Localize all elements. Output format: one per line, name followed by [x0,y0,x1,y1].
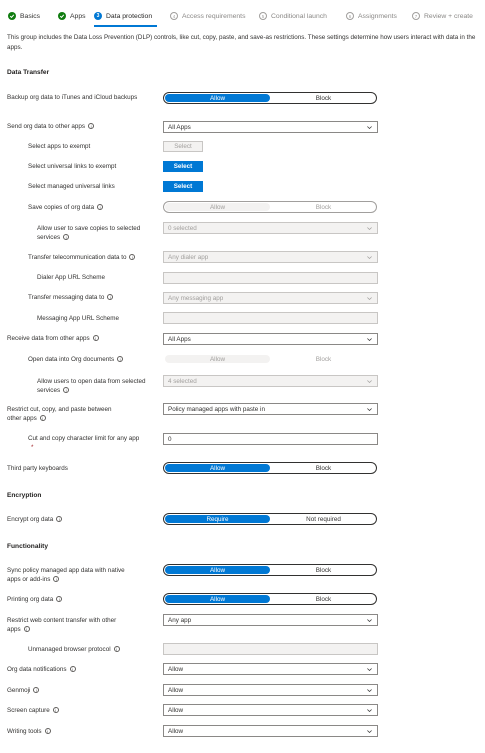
setting-label: Writing tools i [7,727,51,736]
setting-label: Restrict web content transfer with other apps i [7,617,117,633]
genmoji-dropdown[interactable] [163,684,378,696]
step-access-requirements[interactable] [170,12,245,20]
toggle-option-block[interactable]: Block [315,355,332,363]
toggle-option-block[interactable]: Block [315,464,332,472]
dropdown-value: All Apps [168,123,191,131]
step-label: Conditional launch [271,12,327,20]
step-number-icon: 7 [412,12,420,20]
toggle-option-require[interactable]: Require [165,515,270,523]
dropdown-value: 4 selected [168,377,197,385]
toggle-option-allow[interactable]: Allow [165,595,270,603]
dropdown-value: Allow [168,706,184,714]
step-number-icon: 3 [94,12,102,20]
section-heading-encryption: Encryption [7,492,42,499]
chevron-down-icon [366,225,373,232]
info-icon[interactable]: i [117,356,123,362]
toggle-option-allow[interactable]: Allow [165,464,270,472]
transfer-messaging-dropdown[interactable] [163,292,378,304]
dropdown-value: Any messaging app [168,294,224,302]
step-assignments[interactable] [346,12,397,20]
info-icon[interactable]: i [107,294,113,300]
select-managed-links-button[interactable]: Select [163,181,203,192]
step-label: Assignments [358,12,397,20]
setting-label: Messaging App URL Scheme [37,315,120,322]
receive-data-dropdown[interactable] [163,333,378,345]
info-icon[interactable]: i [33,687,39,693]
chevron-down-icon [366,687,373,694]
setting-label: Select managed universal links [28,183,115,190]
setting-label: Screen capture i [7,706,59,715]
encrypt-org-data-toggle[interactable] [163,513,377,525]
restrict-cut-copy-dropdown[interactable] [163,403,378,415]
dropdown-value: Any dialer app [168,253,209,261]
required-marker: * [31,444,34,451]
toggle-option-block[interactable]: Block [315,94,332,102]
setting-label: Org data notifications i [7,665,76,674]
setting-label: Allow users to open data from selected services i [37,378,146,394]
toggle-option-not-required[interactable]: Not required [306,515,341,523]
save-copies-toggle[interactable] [163,201,377,213]
chevron-down-icon [366,254,373,261]
info-icon[interactable]: i [56,596,62,602]
allow-open-services-dropdown[interactable] [163,375,378,387]
allow-save-services-dropdown[interactable] [163,222,378,234]
toggle-option-allow[interactable]: Allow [165,94,270,102]
dropdown-value: 0 selected [168,224,197,232]
setting-label: Save copies of org data i [28,203,103,212]
backup-toggle[interactable] [163,92,377,104]
wizard-steps [8,12,485,26]
setting-label: Backup org data to iTunes and iCloud backups [7,94,138,101]
setting-label: Transfer messaging data to i [28,293,113,302]
setting-label: Select universal links to exempt [28,163,117,170]
dialer-url-scheme-input[interactable] [163,272,378,284]
chevron-down-icon [366,666,373,673]
step-basics[interactable] [8,12,40,20]
info-icon[interactable]: i [24,626,30,632]
setting-label: Restrict cut, copy, and paste between other apps i [7,406,112,422]
info-icon[interactable]: i [53,707,59,713]
setting-label: Cut and copy character limit for any app * [28,435,140,451]
info-icon[interactable]: i [93,335,99,341]
step-number-icon: 4 [170,12,178,20]
char-limit-input[interactable]: 0 [163,433,378,445]
setting-label: Dialer App URL Scheme [37,274,106,281]
sync-policy-toggle[interactable] [163,564,377,576]
dropdown-value: Allow [168,727,184,735]
setting-label: Third party keyboards [7,465,68,472]
step-number-icon: 5 [259,12,267,20]
info-icon[interactable]: i [45,728,51,734]
chevron-down-icon [366,295,373,302]
info-icon[interactable]: i [97,204,103,210]
setting-label: Unmanaged browser protocol i [28,645,120,654]
chevron-down-icon [366,617,373,624]
printing-toggle[interactable] [163,593,377,605]
checkmark-icon [8,12,16,20]
setting-label: Sync policy managed app data with native apps or add-ins i [7,567,125,583]
chevron-down-icon [366,406,373,413]
step-label: Basics [20,12,41,20]
step-label: Access requirements [182,12,246,20]
step-number-icon: 6 [346,12,354,20]
restrict-web-dropdown[interactable] [163,614,378,626]
checkmark-icon [58,12,66,20]
step-label: Apps [70,12,86,20]
unmanaged-browser-input[interactable] [163,643,378,655]
step-conditional-launch[interactable] [259,12,327,20]
setting-label: Genmoji i [7,686,39,695]
page-description: This group includes the Data Loss Prevention (DLP) controls, like cut, copy, paste, and save-as restrictions. These settings determine how users interact with data in the apps. [7,34,476,51]
toggle-option-allow[interactable]: Allow [165,355,270,363]
dropdown-value: All Apps [168,335,191,343]
info-icon[interactable]: i [53,576,59,582]
setting-label: Open data into Org documents i [28,355,123,364]
messaging-url-scheme-input[interactable] [163,312,378,324]
info-icon[interactable]: i [88,123,94,129]
step-apps[interactable] [58,12,86,20]
chevron-down-icon [366,707,373,714]
chevron-down-icon [366,336,373,343]
dropdown-value: Allow [168,665,184,673]
section-heading-functionality: Functionality [7,543,49,550]
writing-tools-dropdown[interactable] [163,725,378,737]
setting-label: Transfer telecommunication data to i [28,253,135,262]
setting-label: Encrypt org data i [7,515,62,524]
toggle-option-allow[interactable]: Allow [165,566,270,574]
dropdown-value: Allow [168,686,184,694]
info-icon[interactable]: i [63,387,69,393]
transfer-telecom-dropdown[interactable] [163,251,378,263]
org-notifications-dropdown[interactable] [163,663,378,675]
open-into-org-toggle[interactable] [163,353,377,365]
step-label: Data protection [106,12,153,20]
info-icon[interactable]: i [129,254,135,260]
info-icon[interactable]: i [56,516,62,522]
dropdown-value: Policy managed apps with paste in [168,405,265,413]
setting-label: Send org data to other apps i [7,122,94,131]
screen-capture-dropdown[interactable] [163,704,378,716]
info-icon[interactable]: i [70,666,76,672]
send-org-data-dropdown[interactable] [163,121,378,133]
third-party-keyboards-toggle[interactable] [163,462,377,474]
toggle-option-block[interactable]: Block [315,203,332,211]
step-label: Review + create [424,12,473,20]
active-step-indicator [94,25,157,27]
setting-label: Allow user to save copies to selected services i [37,225,141,241]
toggle-option-allow[interactable]: Allow [165,203,270,211]
chevron-down-icon [366,124,373,131]
dropdown-value: Any app [168,616,192,624]
chevron-down-icon [366,728,373,735]
select-universal-links-button[interactable]: Select [163,161,203,172]
select-apps-exempt-button[interactable]: Select [163,141,203,152]
setting-label: Select apps to exempt [28,143,91,150]
section-heading-data-transfer: Data Transfer [7,69,50,76]
setting-label: Printing org data i [7,595,62,604]
info-icon[interactable]: i [63,234,69,240]
info-icon[interactable]: i [40,415,46,421]
step-data-protection[interactable] [94,12,152,20]
info-icon[interactable]: i [114,646,120,652]
setting-label: Receive data from other apps i [7,334,99,343]
chevron-down-icon [366,378,373,385]
step-review-create[interactable] [412,12,473,20]
toggle-option-block[interactable]: Block [315,566,332,574]
toggle-option-block[interactable]: Block [315,595,332,603]
